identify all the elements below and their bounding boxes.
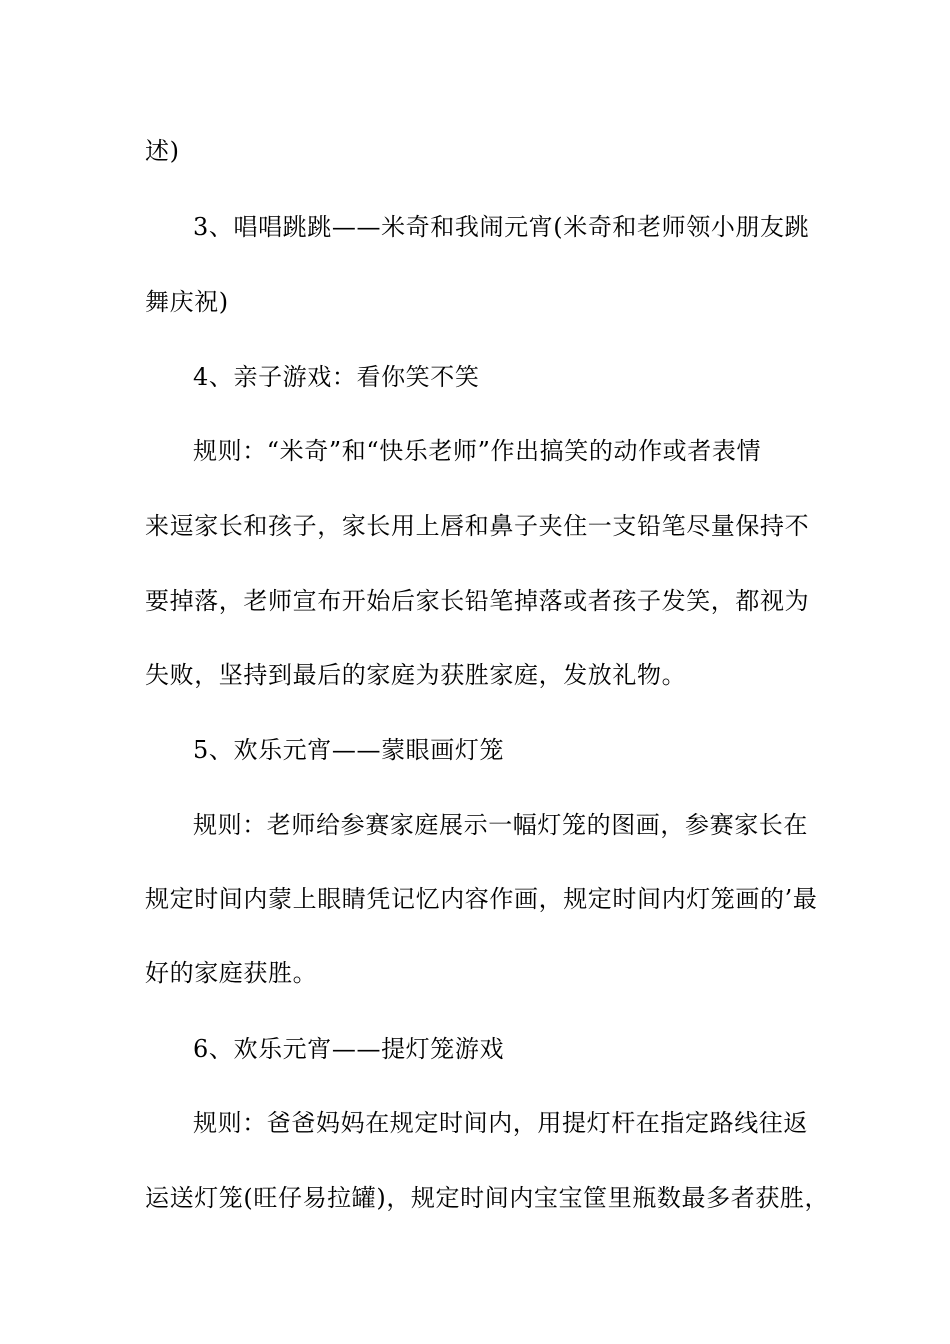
item-4-rules-line-2: 来逗家长和孩子，家长用上唇和鼻子夹住一支铅笔尽量保持不	[145, 512, 810, 540]
item-5-rules-line-1: 规则：老师给参赛家庭展示一幅灯笼的图画，参赛家长在	[193, 811, 808, 839]
item-5-rules-line-3: 好的家庭获胜。	[145, 959, 318, 987]
item-5-heading: 5、欢乐元宵——蒙眼画灯笼	[193, 736, 505, 764]
text-line: 舞庆祝)	[145, 288, 229, 316]
item-4-rules-line-4: 失败，坚持到最后的家庭为获胜家庭，发放礼物。	[145, 661, 687, 689]
item-3-heading: 3、唱唱跳跳——米奇和我闹元宵(米奇和老师领小朋友跳	[193, 213, 810, 241]
item-4-rules-line-3: 要掉落，老师宣布开始后家长铅笔掉落或者孩子发笑，都视为	[145, 587, 810, 615]
text-line-continuation: 述)	[145, 137, 180, 165]
item-6-rules-line-2: 运送灯笼(旺仔易拉罐)，规定时间内宝宝筐里瓶数最多者获胜，	[145, 1184, 830, 1212]
item-5-rules-line-2: 规定时间内蒙上眼睛凭记忆内容作画，规定时间内灯笼画的’最	[145, 885, 818, 913]
item-6-rules-line-1: 规则：爸爸妈妈在规定时间内，用提灯杆在指定路线往返	[193, 1109, 808, 1137]
item-4-rules-line-1: 规则：“米奇”和“快乐老师”作出搞笑的动作或者表情	[193, 437, 762, 465]
item-6-heading: 6、欢乐元宵——提灯笼游戏	[193, 1035, 505, 1063]
item-4-heading: 4、亲子游戏：看你笑不笑	[193, 363, 480, 391]
